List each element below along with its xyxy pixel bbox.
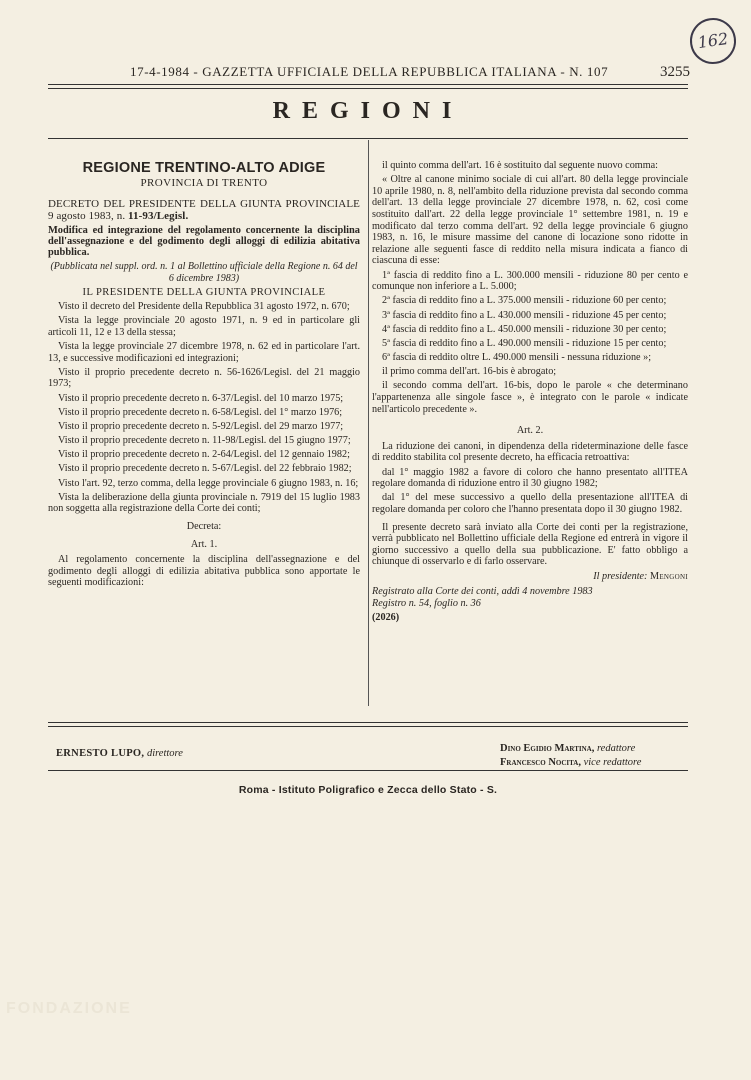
income-band: 4ª fascia di reddito fino a L. 450.000 mensili - riduzione 30 per cento; <box>382 323 667 335</box>
editor-credit <box>500 742 641 756</box>
recital: Visto il proprio precedente decreto n. 56-1626/Legisl. del 21 maggio 1973; <box>48 366 360 390</box>
signature <box>372 571 688 583</box>
decreta-heading: Decreta: <box>186 521 222 533</box>
vice-editor-credit <box>500 756 641 770</box>
recital: Visto il proprio precedente decreto n. 6-37/Legisl. del 10 marzo 1975; <box>58 392 344 404</box>
header-date: 17-4-1984 <box>130 64 190 79</box>
vice-editor-role: vice redattore <box>583 756 642 768</box>
article-2-heading: Art. 2. <box>516 425 544 437</box>
recital: Vista la legge provinciale 27 dicembre 1978, n. 62 ed in particolare l'art. 13, e successive modificazioni ed integrazioni; <box>48 340 360 364</box>
second-comma-note: il secondo comma dell'art. 16-bis, dopo le parole « che determinano l'appartenenza alle singole fasce », è integrato con le parole « indicate nell'articolo precedente ». <box>372 380 688 415</box>
page-header <box>130 64 690 81</box>
president-heading: IL PRESIDENTE DELLA GIUNTA PROVINCIALE <box>82 286 326 298</box>
recital: Visto il proprio precedente decreto n. 6-58/Legisl. del 1° marzo 1976; <box>58 406 343 418</box>
article-1-heading: Art. 1. <box>190 538 218 550</box>
left-column <box>48 160 360 592</box>
right-column <box>372 160 688 627</box>
article-2-text: La riduzione dei canoni, in dipendenza della rideterminazione delle fasce di reddito stabilita col presente decreto, ha efficacia retroattiva: <box>372 440 688 464</box>
editor-name: Dino Egidio Martina, <box>500 743 595 754</box>
article-1-text: Al regolamento concernente la disciplina dell'assegnazione e del godimento degli alloggi di edilizia abitativa pubblica sono apportate le seguenti modificazioni: <box>48 554 360 589</box>
director-role: direttore <box>146 748 183 759</box>
director-credit <box>56 748 183 759</box>
recital: Vista la legge provinciale 20 agosto 1971, n. 9 ed in particolare gli articoli 11, 12 e 13 della stessa; <box>48 315 360 338</box>
province-title: PROVINCIA DI TRENTO <box>140 177 268 189</box>
income-band: 2ª fascia di reddito fino a L. 375.000 mensili - riduzione 60 per cento; <box>382 295 667 307</box>
header-rule <box>48 84 688 89</box>
decree-number: 11-93/Legisl. <box>128 210 189 222</box>
income-band: 1ª fascia di reddito fino a L. 300.000 mensili - riduzione 80 per cento e comunque non inferiore a L. 5.000; <box>372 269 688 293</box>
signature-name: Mengoni <box>650 570 688 582</box>
section-title: REGIONI <box>272 98 464 124</box>
decree-title-text: DECRETO DEL PRESIDENTE DELLA GIUNTA PROVINCIALE 9 agosto 1983, n. <box>48 198 360 222</box>
registration-line-2: Registro n. 54, foglio n. 36 <box>372 597 481 609</box>
director-name: ERNESTO LUPO, <box>56 748 145 759</box>
income-band: 5ª fascia di reddito fino a L. 490.000 mensili - riduzione 15 per cento; <box>382 337 667 349</box>
retroactive-clause-2: dal 1° del mese successivo a quello della presentazione all'ITEA di regolare domanda per coloro che l'hanno presentata dopo il 30 giugno 1982. <box>372 492 688 515</box>
handwritten-page-stamp: 162 <box>687 15 739 67</box>
retroactive-clause-1: dal 1° maggio 1982 a favore di coloro che hanno presentato all'ITEA regolare domanda di riduzione entro il 30 giugno 1982; <box>372 466 688 490</box>
editor-role: redattore <box>596 743 636 754</box>
registration-line-1: Registrato alla Corte dei conti, addì 4 novembre 1983 <box>372 586 593 598</box>
recital: Visto il proprio precedente decreto n. 11-98/Legisl. del 15 giugno 1977; <box>58 435 351 447</box>
footer-rule <box>48 722 688 727</box>
closing-paragraph: Il presente decreto sarà inviato alla Corte dei conti per la registrazione, verrà pubblicato nel Bollettino ufficiale della Regione ed entrerà in vigore il giorno successivo a quello della sua pubblicazione. E' fatto obbligo a chiunque di osservarlo e di farlo osservare. <box>372 521 688 568</box>
region-title: REGIONE TRENTINO-ALTO ADIGE <box>82 160 326 176</box>
header-page-number: 3255 <box>660 64 690 80</box>
recital: Visto il proprio precedente decreto n. 5-92/Legisl. del 29 marzo 1977; <box>58 420 344 432</box>
printer-line: Roma - Istituto Poligrafico e Zecca dello Stato - S. <box>238 784 498 796</box>
amendment-intro: il quinto comma dell'art. 16 è sostituito dal seguente nuovo comma: <box>382 160 658 171</box>
column-divider <box>368 140 369 706</box>
editor-credits <box>500 742 641 769</box>
recital: Visto l'art. 92, terzo comma, della legge provinciale 6 giugno 1983, n. 16; <box>58 477 359 489</box>
recital: Visto il decreto del Presidente della Repubblica 31 agosto 1972, n. 670; <box>58 301 350 312</box>
decree-subject: Modifica ed integrazione del regolamento concernente la disciplina dell'assegnazione e del godimento degli alloggi di edilizia abitativa pubblica. <box>48 224 360 259</box>
recital: Visto il proprio precedente decreto n. 2-64/Legisl. del 12 gennaio 1982; <box>58 449 350 461</box>
vice-editor-name: Francesco Nocita, <box>500 756 581 768</box>
credits-rule <box>48 770 688 771</box>
section-rule <box>48 138 688 139</box>
header-date-title <box>130 64 608 80</box>
signature-label: Il presidente: <box>593 570 648 582</box>
amendment-quote: « Oltre al canone minimo sociale di cui all'art. 80 della legge provinciale 10 aprile 1980, n. 8, nell'ambito della riduzione prevista dal secondo comma dell'art. 13 della legge provinciale 27 dicembre 1978, n. 62, così come sostituito dall'art. 22 della legge provinciale 1° settembre 1981, n. 19 e modificato dal terzo comma dell'art. 92 della legge provinciale 6 giugno 1983, n. 16, le misure massime del canone di locazione sono ridotte in relazione alle seguenti fasce di reddito nella misura indicata a fianco di ciascuna di esse: <box>372 174 688 267</box>
header-title: - GAZZETTA UFFICIALE DELLA REPUBBLICA ITALIANA - N. 107 <box>193 64 609 79</box>
recital: Visto il proprio precedente decreto n. 5-67/Legisl. del 22 febbraio 1982; <box>58 463 352 475</box>
publication-code: (2026) <box>372 612 400 624</box>
income-band: 6ª fascia di reddito oltre L. 490.000 mensili - nessuna riduzione »; <box>382 352 652 364</box>
recital: Vista la deliberazione della giunta provinciale n. 7919 del 15 luglio 1983 non soggetta alla registrazione della Corte dei conti; <box>48 491 360 515</box>
abrogation-note: il primo comma dell'art. 16-bis è abrogato; <box>382 366 557 378</box>
archive-watermark: FONDAZIONE <box>6 1000 132 1017</box>
income-band: 3ª fascia di reddito fino a L. 430.000 mensili - riduzione 45 per cento; <box>382 309 667 321</box>
publication-note: (Pubblicata nel suppl. ord. n. 1 al Bollettino ufficiale della Regione n. 64 del 6 dicembre 1983) <box>50 261 358 284</box>
decree-title <box>48 198 360 222</box>
